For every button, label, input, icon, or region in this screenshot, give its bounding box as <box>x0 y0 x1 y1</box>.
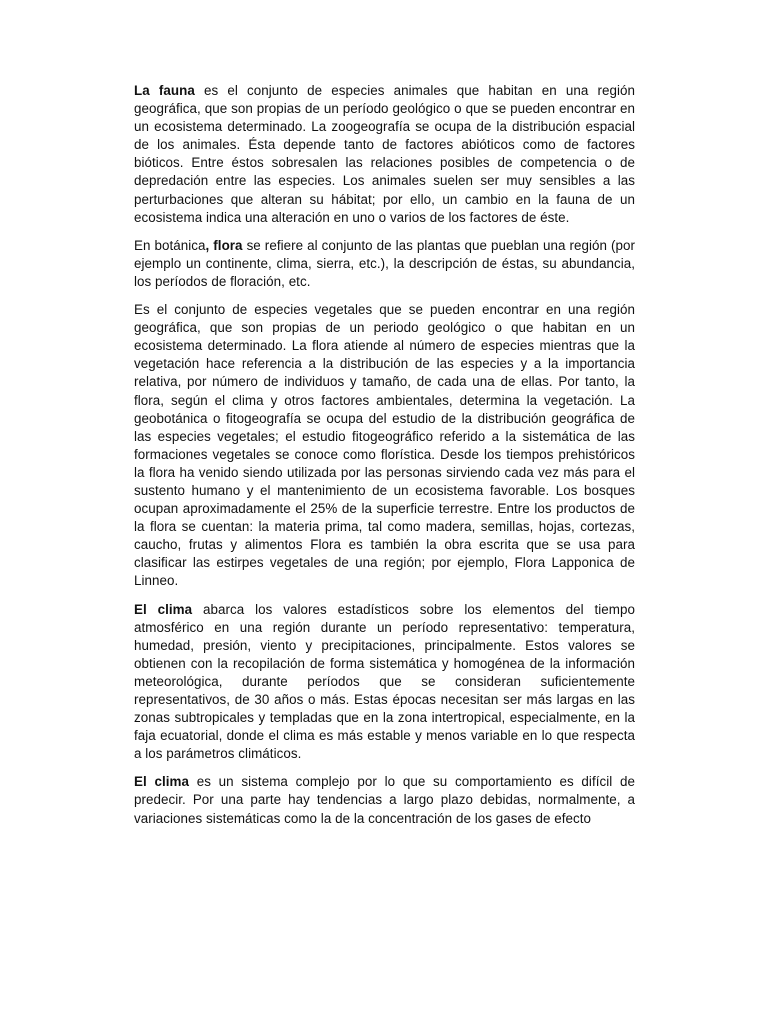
term-fauna: La fauna <box>134 83 195 98</box>
paragraph-fauna-text: es el conjunto de especies animales que habitan en una región geográfica, que son propias de un período geológico o que se pueden encontrar en un ecosistema determinado. La zoogeografía se ocupa de la distribución espacial de los animales. Ésta depende tanto de factores abióticos como de factores bióticos. Entre éstos sobresalen las relaciones posibles de competencia o de depredación entre las especies. Los animales suelen ser muy sensibles a las perturbaciones que alteran su hábitat; por ello, un cambio en la fauna de un ecosistema indica una alteración en uno o varios de los factores de éste. <box>134 83 636 225</box>
term-clima-2: El clima <box>134 774 189 790</box>
paragraph-clima-valores <box>134 601 635 764</box>
paragraph-flora-definicion <box>134 301 635 591</box>
paragraph-flora-definicion-text: Es el conjunto de especies vegetales que se pueden encontrar en una región geográfica, que son propias de un periodo geológico o que habitan en un ecosistema determinado. La flora atiende al número de especies mientras que la vegetación hace referencia a la distribución de las especies y a la importancia relativa, por número de individuos y tamaño, de cada una de ellas. Por tanto, la flora, según el clima y otros factores ambientales, determina la vegetación. La geobotánica o fitogeografía se ocupa del estudio de la distribución geográfica de las especies vegetales; el estudio fitogeográfico referido a la sistemática de las formaciones vegetales se conoce como florística. Desde los tiempos prehistóricos la flora ha venido siendo utilizada por las personas sirviendo cada vez más para el sustento humano y el mantenimiento de un ecosistema favorable. Los bosques ocupan aproximadamente el 25% de la superficie terrestre. Entre los productos de la flora se cuentan: la materia prima, tal como madera, semillas, hojas, cortezas, caucho, frutas y alimentos Flora es también la obra escrita que se usa para clasificar las estirpes vegetales de una región; por ejemplo, Flora Lapponica de Linneo. <box>134 302 635 589</box>
paragraph-clima-sistema <box>134 773 635 827</box>
paragraph-flora-prefix: En botánica <box>134 237 206 253</box>
paragraph-flora-botanica <box>134 237 635 291</box>
paragraph-clima-valores-text: abarca los valores estadísticos sobre los elementos del tiempo atmosférico en una región durante un período representativo: temperatura, humedad, presión, viento y precipitaciones, principalmente. Estos valores se obtienen con la recopilación de forma sistemática y homogénea de la información meteorológica, durante períodos que se consideran suficientemente representativos, de 30 años o más. Estas épocas necesitan ser más largas en las zonas subtropicales y templadas que en la zona intertropical, especialmente, en la faja ecuatorial, donde el clima es más estable y menos variable en lo que respecta a los parámetros climáticos. <box>134 601 635 762</box>
term-clima: El clima <box>134 601 193 617</box>
document-body <box>134 82 635 838</box>
term-flora: , flora <box>205 237 243 253</box>
paragraph-flora-botanica-text: se refiere al conjunto de las plantas que pueblan una región (por ejemplo un continente, clima, sierra, etc.), la descripción de éstas, su abundancia, los períodos de floración, etc. <box>134 237 635 289</box>
paragraph-fauna <box>134 82 635 227</box>
paragraph-clima-sistema-text: es un sistema complejo por lo que su comportamiento es difícil de predecir. Por una parte hay tendencias a largo plazo debidas, normalmente, a variaciones sistemáticas como la de la concentración de los gases de efecto <box>134 774 635 826</box>
